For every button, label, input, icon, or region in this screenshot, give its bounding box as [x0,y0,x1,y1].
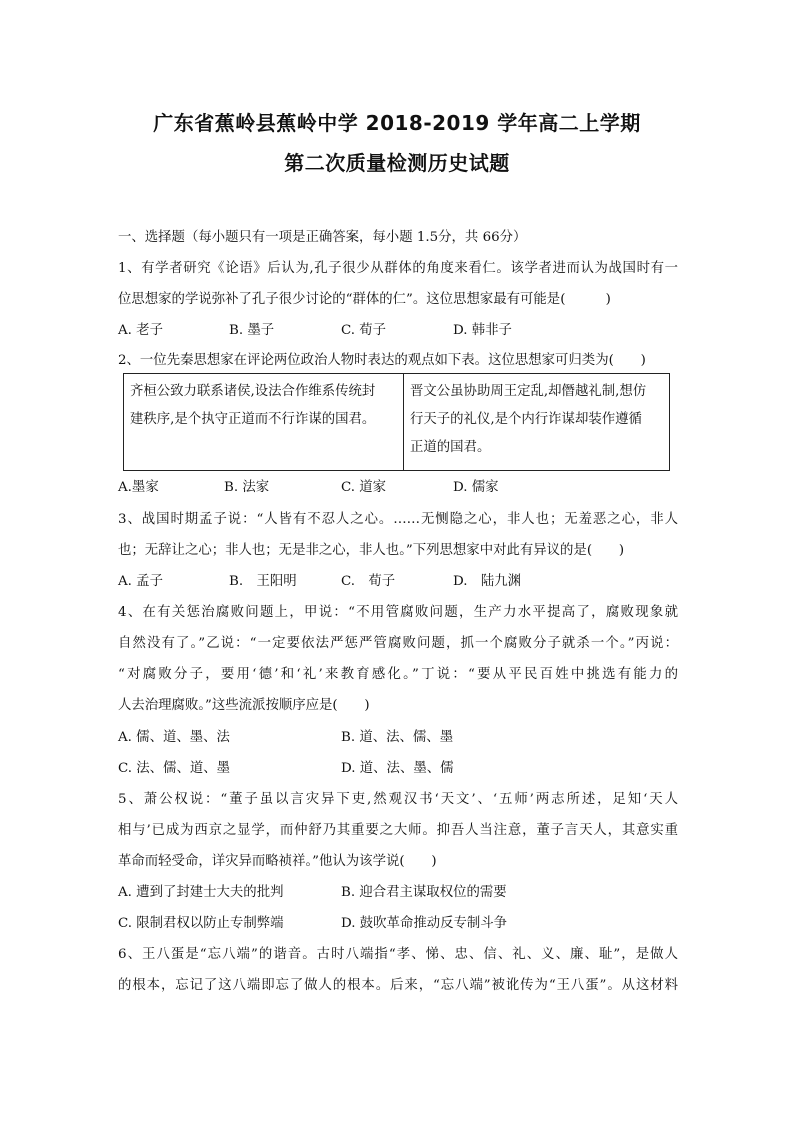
q4-option-b: B. 道、法、儒、墨 [341,730,454,745]
q5-line-1: 5、萧公权说：“董子虽以言灾异下吏,然观汉书‘天文’、‘五师’两志所述，足知‘天人 [118,792,678,807]
q2-option-a: A.墨家 [118,480,159,495]
q4-option-d: D. 道、法、墨、儒 [341,761,454,776]
q1-line-2: 位思想家的学说弥补了孔子很少讨论的“群体的仁”。这位思想家最有可能是( ) [118,292,611,307]
q3-option-d: D. 陆九渊 [453,574,522,589]
q6-line-1: 6、王八蛋是“忘八端”的谐音。古时八端指“孝、悌、忠、信、礼、义、廉、耻”，是做人 [118,947,678,962]
q5-option-c: C. 限制君权以防止专制弊端 [118,916,284,931]
q4-line-2: 自然没有了。”乙说：“一定要依法严惩严管腐败问题，抓一个腐败分子就杀一个。”丙说： [118,636,678,651]
q1-line-1: 1、有学者研究《论语》后认为,孔子很少从群体的角度来看仁。该学者进而认为战国时有一 [118,261,678,276]
q2-table-right-line-3: 正道的国君。 [410,440,491,455]
q3-option-b: B. 王阳明 [229,574,297,589]
q1-option-d: D. 韩非子 [453,323,512,338]
q2-table-cell-left [124,374,404,471]
q4-line-4: 人去治理腐败。”这些流派按顺序应是( ) [118,698,370,713]
q2-table-left-line-2: 建秩序,是个执守正道而不行诈谋的国君。 [130,412,376,427]
q2-line-1: 2、一位先秦思想家在评论两位政治人物时表达的观点如下表。这位思想家可归类为( ) [118,353,646,368]
q4-option-c: C. 法、儒、道、墨 [118,761,231,776]
q1-option-b: B. 墨子 [229,323,275,338]
q6-line-2: 的根本，忘记了这八端即忘了做人的根本。后来，“忘八端”被讹传为“王八蛋”。从这材料 [118,978,678,993]
q3-option-a: A. 孟子 [118,574,163,589]
q2-option-c: C. 道家 [341,480,387,495]
q4-option-a: A. 儒、道、墨、法 [118,730,230,745]
q2-option-b: B. 法家 [224,480,270,495]
exam-title-line1: 广东省蕉岭县蕉岭中学 2018-2019 学年高二上学期 [153,111,641,135]
q2-table-left-line-1: 齐桓公致力联系诸侯,设法合作维系传统封 [130,384,376,399]
q5-line-2: 相与’已成为西京之显学，而仲舒乃其重要之大师。抑吾人当注意，董子言天人，其意实重 [118,823,678,838]
q2-table-right-line-1: 晋文公虽协助周王定乱,却僭越礼制,想仿 [410,384,647,399]
q5-option-b: B. 迎合君主谋取权位的需要 [341,885,507,900]
q5-option-d: D. 鼓吹革命推动反专制斗争 [341,916,508,931]
q5-line-3: 革命而轻受命，详灾异而略祯祥。”他认为该学说( ) [118,854,437,869]
q3-line-1: 3、战国时期孟子说：“人皆有不忍人之心。……无恻隐之心，非人也；无羞恶之心，非人 [118,512,678,527]
q3-option-c: C. 荀子 [341,574,396,589]
section-heading: 一、选择题（每小题只有一项是正确答案，每小题 1.5分，共 66分） [118,230,527,245]
q2-table-right-line-2: 行天子的礼仪,是个内行诈谋却装作遵循 [410,412,642,427]
q2-option-d: D. 儒家 [453,480,499,495]
q3-line-2: 也；无辞让之心；非人也；无是非之心，非人也。”下列思想家中对此有异议的是( ) [118,543,625,558]
q2-comparison-table [123,373,670,471]
q1-option-c: C. 荀子 [341,323,387,338]
q4-line-1: 4、在有关惩治腐败问题上，甲说：“不用管腐败问题，生产力水平提高了，腐败现象就 [118,605,678,620]
q5-option-a: A. 遭到了封建士大夫的批判 [118,885,284,900]
q2-table-cell-right [404,374,670,471]
q4-line-3: “对腐败分子，要用‘德’和‘礼’来教育感化。”丁说：“要从平民百姓中挑选有能力的 [118,667,678,682]
exam-title-line2: 第二次质量检测历史试题 [284,151,510,175]
q1-option-a: A. 老子 [118,323,163,338]
